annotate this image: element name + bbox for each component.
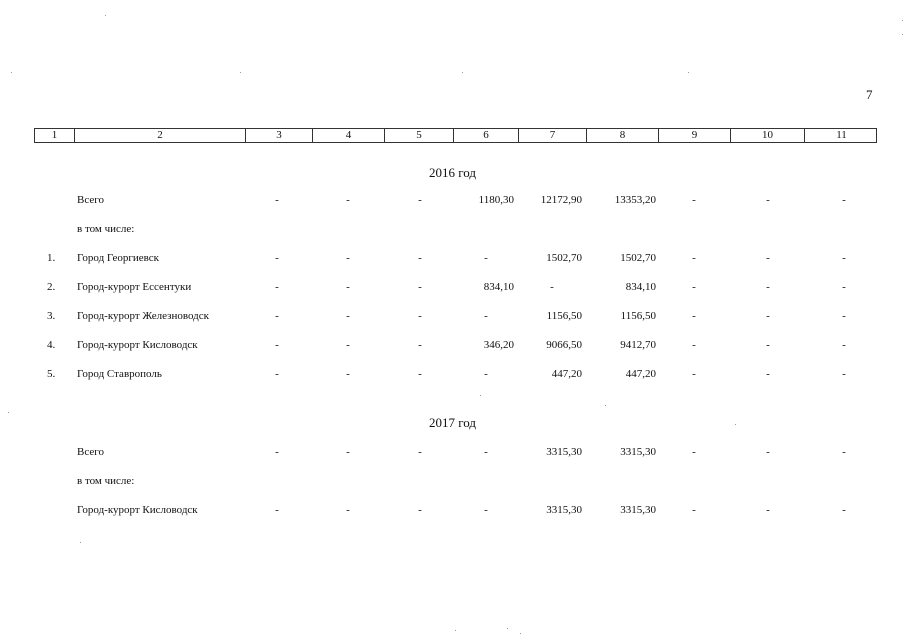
row-number: 4. — [47, 339, 56, 351]
row-label: Город Ставрополь — [77, 368, 162, 380]
empty-cell-dash: - — [692, 310, 696, 322]
scan-speck — [902, 34, 903, 35]
empty-cell-dash: - — [275, 281, 279, 293]
empty-cell-dash: - — [766, 252, 770, 264]
column-header: 3 — [246, 129, 313, 142]
scan-speck — [902, 20, 903, 21]
empty-cell-dash: - — [418, 446, 422, 458]
value-cell: 1502,70 — [546, 252, 582, 264]
empty-cell-dash: - — [275, 252, 279, 264]
scan-speck — [8, 412, 9, 413]
scan-speck — [240, 72, 241, 73]
empty-cell-dash: - — [766, 368, 770, 380]
empty-cell-dash: - — [766, 194, 770, 206]
row-label: в том числе: — [77, 223, 135, 235]
empty-cell-dash: - — [275, 368, 279, 380]
empty-cell-dash: - — [766, 339, 770, 351]
value-cell: 834,10 — [625, 281, 656, 293]
empty-cell-dash: - — [275, 339, 279, 351]
empty-cell-dash: - — [346, 368, 350, 380]
empty-cell-dash: - — [484, 504, 488, 516]
value-cell: 3315,30 — [620, 504, 656, 516]
year-heading: 2016 год — [429, 165, 476, 180]
empty-cell-dash: - — [842, 339, 846, 351]
empty-cell-dash: - — [766, 281, 770, 293]
column-header: 7 — [519, 129, 587, 142]
table-row — [0, 475, 905, 489]
value-cell: 9066,50 — [546, 339, 582, 351]
table-row — [0, 504, 905, 518]
empty-cell-dash: - — [484, 446, 488, 458]
scan-speck — [688, 72, 689, 73]
row-number: 1. — [47, 252, 56, 264]
empty-cell-dash: - — [484, 368, 488, 380]
scan-speck — [735, 424, 736, 425]
page-number: 7 — [866, 87, 873, 102]
column-header: 1 — [35, 129, 75, 142]
empty-cell-dash: - — [692, 252, 696, 264]
empty-cell-dash: - — [766, 310, 770, 322]
scan-speck — [455, 630, 456, 631]
scan-speck — [11, 72, 12, 73]
column-header: 5 — [385, 129, 454, 142]
row-label: Город-курорт Кисловодск — [77, 504, 198, 516]
value-cell: 447,20 — [625, 368, 656, 380]
table-row — [0, 252, 905, 266]
empty-cell-dash: - — [766, 446, 770, 458]
row-label: Всего — [77, 446, 104, 458]
empty-cell-dash: - — [346, 339, 350, 351]
row-label: Всего — [77, 194, 104, 206]
column-header: 10 — [731, 129, 805, 142]
empty-cell-dash: - — [692, 339, 696, 351]
value-cell: 1156,50 — [620, 310, 656, 322]
table-row — [0, 223, 905, 237]
empty-cell-dash: - — [275, 310, 279, 322]
column-header: 4 — [313, 129, 385, 142]
empty-cell-dash: - — [346, 252, 350, 264]
empty-cell-dash: - — [692, 281, 696, 293]
value-cell: 3315,30 — [546, 504, 582, 516]
row-number: 5. — [47, 368, 56, 380]
table-row — [0, 339, 905, 353]
empty-cell-dash: - — [418, 252, 422, 264]
empty-cell-dash: - — [692, 446, 696, 458]
empty-cell-dash: - — [692, 368, 696, 380]
scan-speck — [507, 628, 508, 629]
value-cell: 1180,30 — [478, 194, 514, 206]
empty-cell-dash: - — [346, 504, 350, 516]
scan-speck — [462, 72, 463, 73]
value-cell: 447,20 — [551, 368, 582, 380]
column-number-header — [34, 128, 877, 143]
empty-cell-dash: - — [346, 310, 350, 322]
column-header: 2 — [75, 129, 246, 142]
row-number: 3. — [47, 310, 56, 322]
row-label: Город-курорт Железноводск — [77, 310, 209, 322]
empty-cell-dash: - — [766, 504, 770, 516]
empty-cell-dash: - — [275, 446, 279, 458]
row-label: Город-курорт Ессентуки — [77, 281, 192, 293]
empty-cell-dash: - — [842, 281, 846, 293]
value-cell: 1502,70 — [620, 252, 656, 264]
row-label: Город-курорт Кисловодск — [77, 339, 198, 351]
empty-cell-dash: - — [842, 252, 846, 264]
value-cell: 1156,50 — [546, 310, 582, 322]
table-row — [0, 446, 905, 460]
empty-cell-dash: - — [346, 281, 350, 293]
scan-speck — [480, 395, 481, 396]
empty-cell-dash: - — [346, 194, 350, 206]
empty-cell-dash: - — [346, 446, 350, 458]
row-number: 2. — [47, 281, 56, 293]
empty-cell-dash: - — [418, 281, 422, 293]
scan-speck — [80, 542, 81, 543]
empty-cell-dash: - — [842, 194, 846, 206]
value-cell: 3315,30 — [546, 446, 582, 458]
value-cell: 346,20 — [483, 339, 514, 351]
empty-cell-dash: - — [484, 310, 488, 322]
scan-speck — [105, 15, 106, 16]
value-cell: 13353,20 — [614, 194, 656, 206]
row-label: в том числе: — [77, 475, 135, 487]
empty-cell-dash: - — [418, 368, 422, 380]
scan-speck — [605, 405, 606, 406]
empty-cell-dash: - — [275, 504, 279, 516]
empty-cell-dash: - — [692, 194, 696, 206]
column-header: 11 — [836, 129, 847, 141]
table-row — [0, 310, 905, 324]
empty-cell-dash: - — [692, 504, 696, 516]
value-cell: 12172,90 — [540, 194, 582, 206]
empty-cell-dash: - — [418, 504, 422, 516]
table-row — [0, 368, 905, 382]
empty-cell-dash: - — [550, 281, 554, 293]
row-label: Город Георгиевск — [77, 252, 159, 264]
empty-cell-dash: - — [842, 446, 846, 458]
value-cell: 834,10 — [483, 281, 514, 293]
column-header: 9 — [659, 129, 731, 142]
table-row — [0, 281, 905, 295]
empty-cell-dash: - — [842, 368, 846, 380]
column-header: 6 — [454, 129, 519, 142]
empty-cell-dash: - — [484, 252, 488, 264]
year-heading: 2017 год — [429, 415, 476, 430]
table-row — [0, 194, 905, 208]
empty-cell-dash: - — [418, 310, 422, 322]
value-cell: 3315,30 — [620, 446, 656, 458]
value-cell: 9412,70 — [620, 339, 656, 351]
empty-cell-dash: - — [842, 310, 846, 322]
scan-speck — [520, 633, 521, 634]
column-header: 8 — [587, 129, 659, 142]
empty-cell-dash: - — [842, 504, 846, 516]
empty-cell-dash: - — [418, 339, 422, 351]
empty-cell-dash: - — [275, 194, 279, 206]
empty-cell-dash: - — [418, 194, 422, 206]
